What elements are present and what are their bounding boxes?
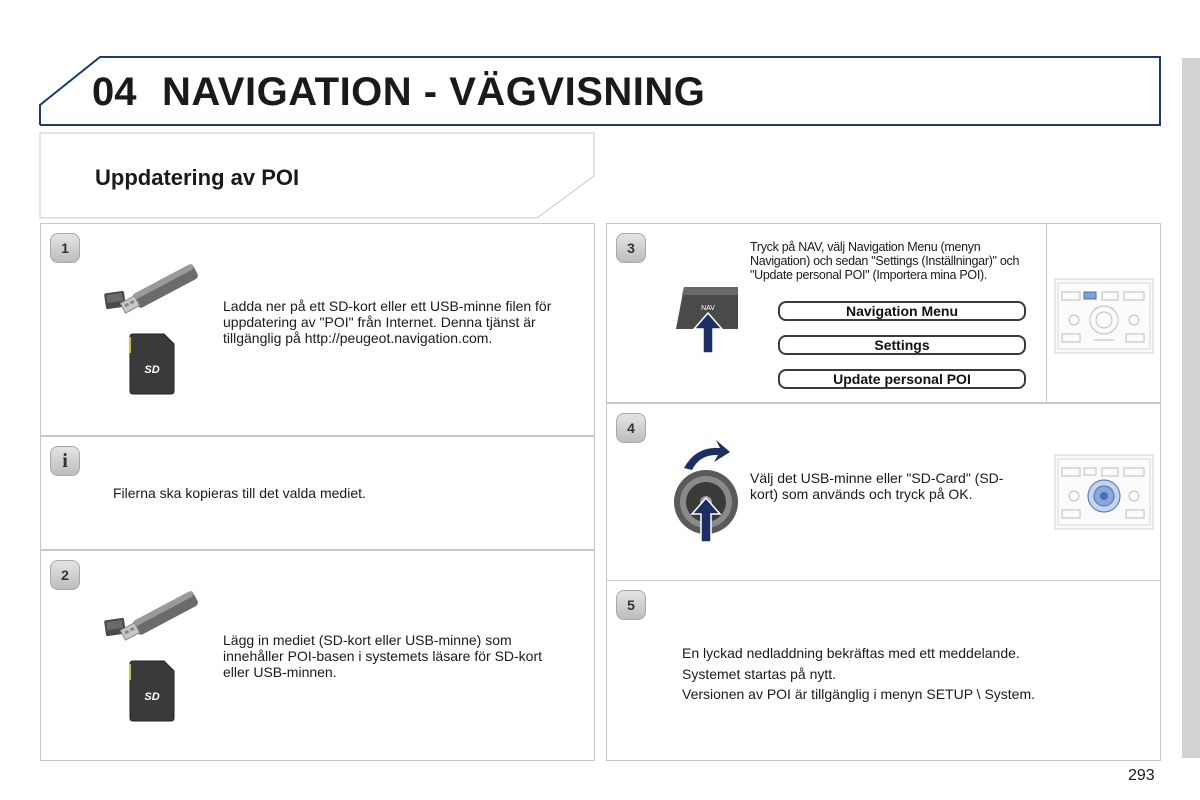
info-icon: i	[50, 446, 80, 476]
section-title-frame	[0, 128, 620, 228]
step3-badge: 3	[616, 233, 646, 263]
update-personal-poi-button[interactable]: Update personal POI	[778, 369, 1026, 389]
chapter-title: NAVIGATION - VÄGVISNING	[162, 70, 706, 114]
settings-button[interactable]: Settings	[778, 335, 1026, 355]
svg-text:NAV: NAV	[701, 305, 715, 312]
page-number: 293	[1128, 767, 1155, 784]
step4-text: Välj det USB-minne eller "SD-Card" (SD-kort) som används och tryck på OK.	[750, 470, 1004, 502]
step2-text: Lägg in mediet (SD-kort eller USB-minne) som innehåller POI-basen i systemets läsare för SD-kort eller USB-minnen.	[223, 632, 543, 680]
radio-unit-thumbnail	[1054, 278, 1154, 354]
step5-line: En lyckad nedladdning bekräftas med ett meddelande.	[682, 645, 1020, 661]
chapter-number: 04	[92, 70, 137, 114]
step1-badge: 1	[50, 233, 80, 263]
navigation-menu-button[interactable]: Navigation Menu	[778, 301, 1026, 321]
step5-line: Versionen av POI är tillgänglig i menyn SETUP \ System.	[682, 686, 1036, 702]
sd-card-icon	[128, 333, 176, 395]
section-title: Uppdatering av POI	[95, 165, 300, 190]
usb-stick-icon	[100, 258, 205, 318]
rotary-knob-icon	[670, 438, 750, 544]
svg-text:SD: SD	[144, 691, 160, 703]
step1-text: Ladda ner på ett SD-kort eller ett USB-minne filen för uppdatering av "POI" från Internet. Denna tjänst är tillgänglig på http://peugeot.navigation.com.	[223, 298, 552, 346]
info-text: Filerna ska kopieras till det valda mediet.	[113, 485, 366, 501]
svg-text:SD: SD	[144, 364, 160, 376]
radio-unit-thumbnail	[1054, 454, 1154, 530]
step2-badge: 2	[50, 560, 80, 590]
sd-card-icon	[128, 660, 176, 722]
step5-line: Systemet startas på nytt.	[682, 665, 837, 682]
step4-badge: 4	[616, 413, 646, 443]
step5-badge: 5	[616, 590, 646, 620]
nav-key-icon	[672, 283, 744, 355]
step3-text: Tryck på NAV, välj Navigation Menu (menyn Navigation) och sedan "Settings (Inställningar)" och "Update personal POI" (Importera mina POI).	[750, 240, 1020, 282]
step5-text	[682, 643, 1142, 705]
step4-separator	[606, 403, 1161, 404]
side-tab	[1182, 58, 1200, 758]
usb-stick-icon	[100, 585, 205, 645]
